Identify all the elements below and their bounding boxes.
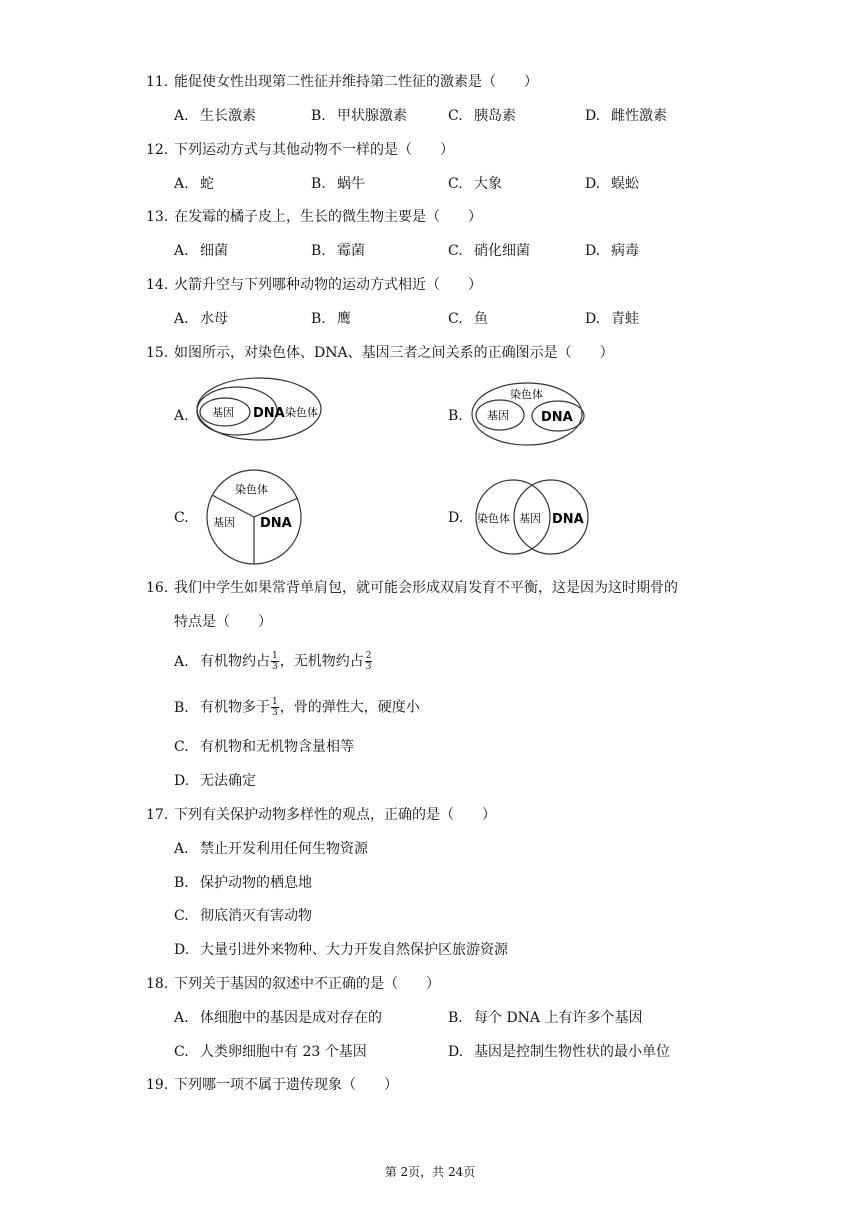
option-a: A. 细菌 [174, 243, 228, 259]
diagram-a [195, 376, 325, 442]
gene-label: 基因 [487, 409, 509, 422]
option-d: D. 青蛙 [585, 311, 639, 327]
fraction: $\frac{2}{3}$ [365, 651, 372, 672]
option-c: C. 有机物和无机物含量相等 [174, 739, 354, 755]
gene-label: 基因 [213, 516, 235, 529]
option-c: C. 鱼 [448, 311, 488, 327]
option-a: A. 水母 [174, 311, 228, 327]
dna-label: DNA [260, 516, 292, 531]
fraction: $\frac{1}{3}$ [272, 697, 278, 718]
question-number: 18. [146, 976, 169, 992]
option-c: C. 胰岛素 [448, 108, 516, 124]
question-number: 13. [146, 209, 169, 225]
option-d: D. 雌性激素 [585, 108, 667, 124]
page-footer: 第 2页，共 24页 [384, 1165, 476, 1179]
option-a-label: A. [174, 408, 189, 424]
diagram-b [470, 381, 586, 447]
option-a: A. 蛇 [174, 176, 214, 192]
question-stem: 能促使女性出现第二性征并维持第二性征的激素是（ ） [174, 74, 538, 90]
question-number: 14. [146, 277, 169, 293]
option-c: C. 彻底消灭有害动物 [174, 908, 312, 924]
option-a: A. 禁止开发利用任何生物资源 [174, 841, 368, 857]
question-13 [146, 207, 482, 227]
gene-label: 基因 [212, 406, 234, 419]
question-stem: 下列关于基因的叙述中不正确的是（ ） [174, 976, 440, 992]
question-11 [146, 72, 538, 92]
option-b: B. 保护动物的栖息地 [174, 875, 312, 891]
question-number: 19. [146, 1077, 169, 1093]
question-19 [146, 1075, 398, 1095]
question-16 [146, 578, 678, 598]
fraction: $\frac{1}{3}$ [272, 651, 278, 672]
gene-label: 基因 [519, 512, 541, 525]
dna-label: DNA [552, 512, 584, 527]
option-b: B. 霉菌 [311, 243, 365, 259]
chromosome-label: 染色体 [477, 512, 510, 525]
option-d: D. 病毒 [585, 243, 639, 259]
question-12 [146, 140, 454, 160]
question-stem: 下列运动方式与其他动物不一样的是（ ） [174, 142, 454, 158]
chromosome-label: 染色体 [510, 388, 543, 401]
option-b: B. 每个 DNA 上有许多个基因 [448, 1010, 643, 1026]
question-stem: 在发霉的橘子皮上，生长的微生物主要是（ ） [174, 209, 482, 225]
option-b: B. 蜗牛 [311, 176, 365, 192]
dna-label: DNA [541, 410, 573, 425]
option-c: C. 大象 [448, 176, 502, 192]
question-number: 11. [146, 74, 169, 90]
option-d: D. 基因是控制生物性状的最小单位 [448, 1044, 670, 1060]
question-15 [146, 343, 614, 363]
question-stem-continued: 特点是（ ） [174, 614, 272, 630]
question-17 [146, 805, 496, 825]
option-d: D. 大量引进外来物种、大力开发自然保护区旅游资源 [174, 942, 508, 958]
question-stem: 火箭升空与下列哪种动物的运动方式相近（ ） [174, 277, 482, 293]
option-a: A. 有机物约占 $\frac{1}{3}$ ，无机物约占 $\frac{2}{3}$ [174, 651, 372, 672]
question-number: 12. [146, 142, 169, 158]
option-a: A. 体细胞中的基因是成对存在的 [174, 1010, 382, 1026]
question-number: 17. [146, 807, 169, 823]
question-stem: 下列有关保护动物多样性的观点，正确的是（ ） [174, 807, 496, 823]
option-b-label: B. [448, 408, 463, 424]
diagram-c [198, 468, 310, 566]
chromosome-label: 染色体 [285, 406, 318, 419]
option-b: B. 鹰 [311, 311, 351, 327]
option-d: D. 无法确定 [174, 773, 256, 789]
option-c: C. 硝化细菌 [448, 243, 530, 259]
diagram-d [474, 478, 590, 556]
option-a: A. 生长激素 [174, 108, 256, 124]
dna-label: DNA [253, 406, 285, 421]
question-stem: 我们中学生如果常背单肩包，就可能会形成双肩发育不平衡，这是因为这时期骨的 [174, 580, 678, 596]
option-b: B. 甲状腺激素 [311, 108, 407, 124]
option-d-label: D. [448, 510, 464, 526]
question-number: 16. [146, 580, 169, 596]
option-d: D. 蜈蚣 [585, 176, 639, 192]
question-14 [146, 275, 482, 295]
option-c: C. 人类卵细胞中有 23 个基因 [174, 1044, 367, 1060]
option-b: B. 有机物多于 $\frac{1}{3}$ ，骨的弹性大，硬度小 [174, 697, 420, 718]
question-18 [146, 974, 440, 994]
question-stem: 如图所示，对染色体、DNA、基因三者之间关系的正确图示是（ ） [174, 345, 614, 361]
question-stem: 下列哪一项不属于遗传现象（ ） [174, 1077, 398, 1093]
question-number: 15. [146, 345, 169, 361]
option-c-label: C. [174, 510, 189, 526]
chromosome-label: 染色体 [235, 483, 268, 496]
